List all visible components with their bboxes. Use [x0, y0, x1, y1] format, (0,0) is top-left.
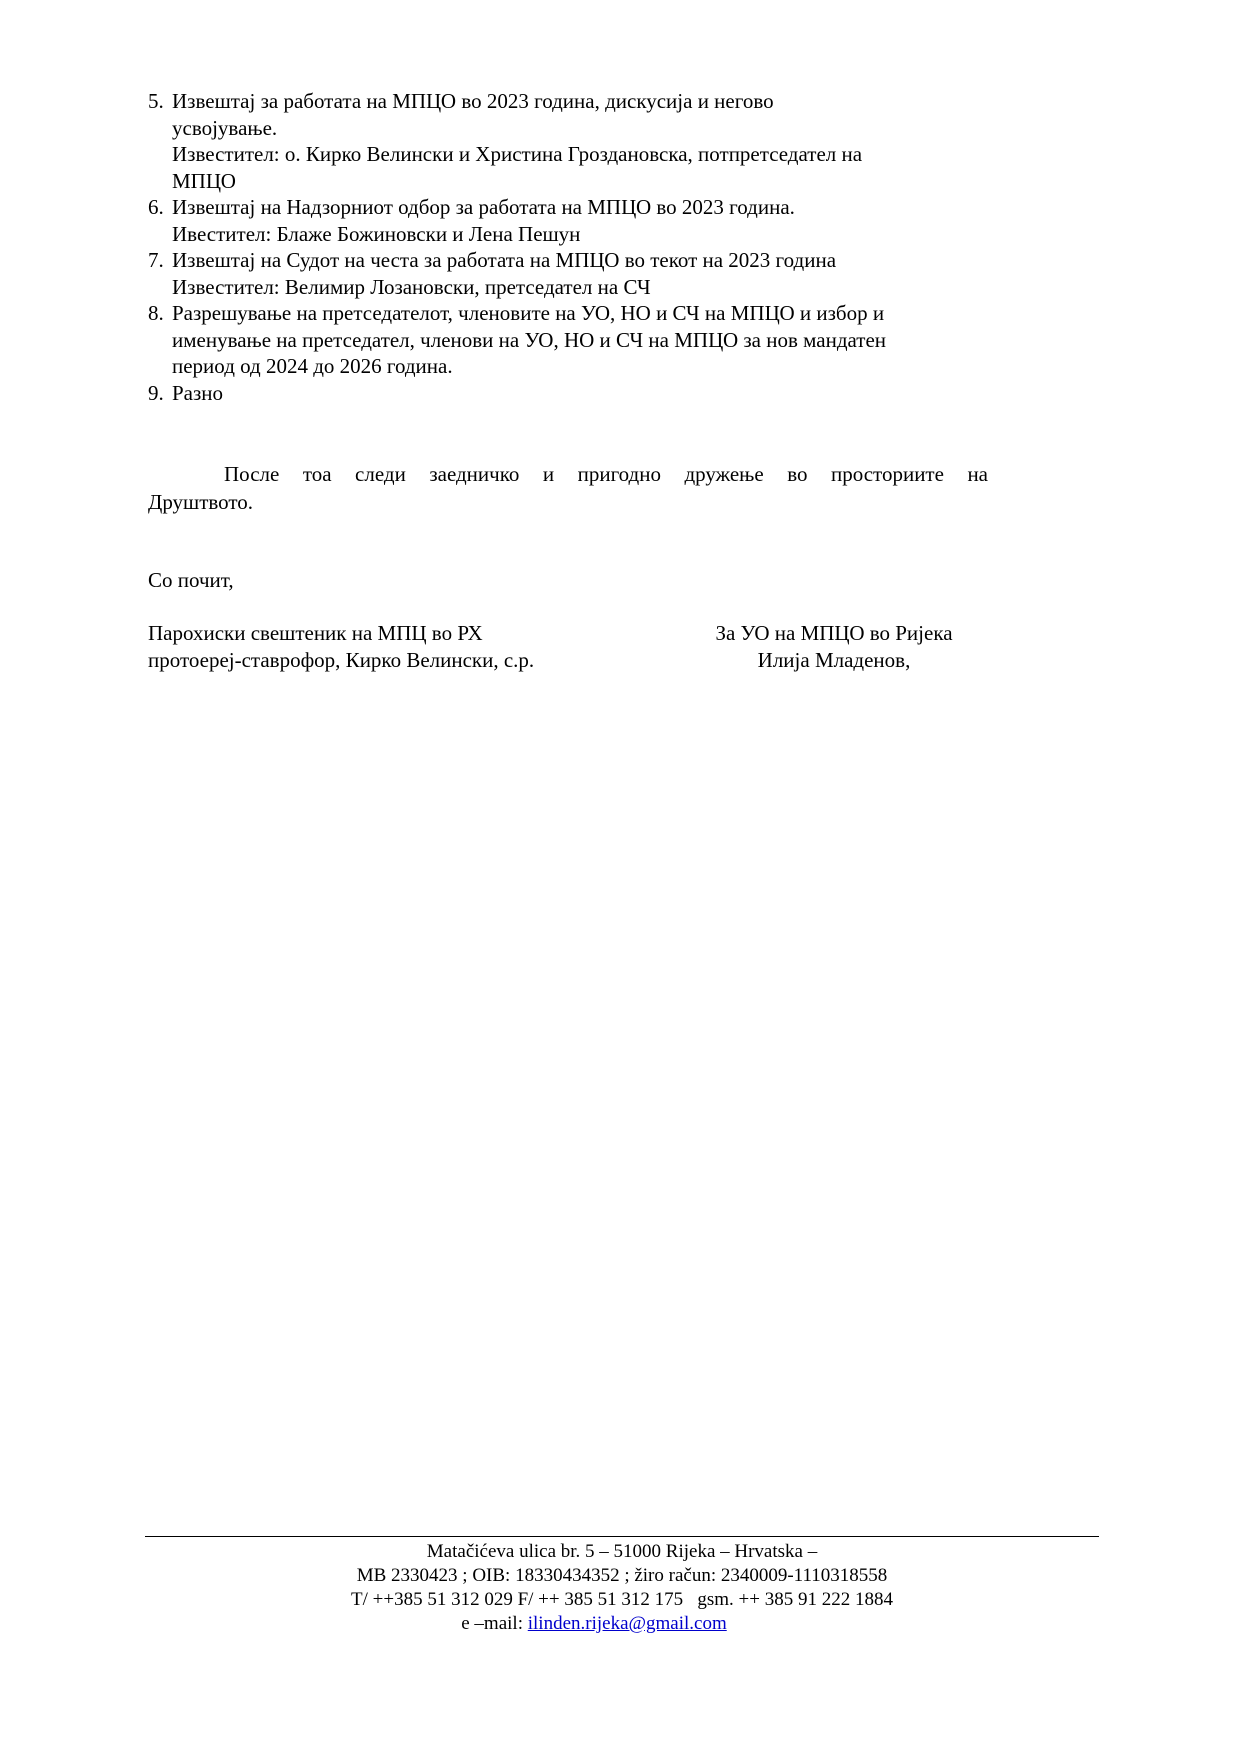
signature-left-title: Парохиски свештеник на МПЦ во РХ [148, 621, 483, 645]
agenda-item-number: 8. [148, 301, 164, 325]
agenda-item-number: 5. [148, 89, 164, 113]
agenda-item-6 [148, 194, 988, 247]
agenda-item-7 [148, 247, 988, 300]
agenda-item-8 [148, 300, 988, 380]
signature-left-name: протоереј-ставрофор, Кирко Велински, с.р. [148, 648, 535, 672]
agenda-item-text-line: Извештај на Надзорниот одбор за работата на МПЦО во 2023 година. [172, 195, 795, 219]
agenda-item-5 [148, 88, 988, 194]
footer [145, 1540, 1099, 1636]
agenda-item-text-line: период од 2024 до 2026 година. [172, 354, 453, 378]
signature-right-name: Илија Младенов, [757, 648, 911, 672]
agenda-item-text-line: Разно [172, 380, 224, 405]
agenda-item-text-line: Известител: о. Кирко Велински и Христина Гроздановска, потпретседател на [172, 142, 863, 166]
signature-left [148, 620, 534, 674]
agenda-item-number: 7. [148, 248, 164, 272]
footer-divider [145, 1536, 1099, 1537]
agenda-item-text-line: именување на претседател, членови на УО, НО и СЧ на МПЦО за нов мандатен [172, 327, 887, 352]
closing-paragraph-line: Друштвото. [148, 490, 254, 514]
agenda-item-number: 6. [148, 195, 164, 219]
agenda-item-text-line: Извештај за работата на МПЦО во 2023 година, дискусија и негово [172, 89, 774, 113]
agenda-list [148, 88, 988, 406]
agenda-item-text-line: Разрешување на претседателот, членовите на УО, НО и СЧ на МПЦО и избор и [172, 301, 885, 325]
regards-text: Со почит, [148, 568, 234, 592]
footer-registry: MB 2330423 ; OIB: 18330434352 ; žiro račun: 2340009-1110318558 [356, 1565, 888, 1586]
closing-paragraph [148, 460, 988, 516]
agenda-item-text-line: Извештај на Судот на честа за работата на МПЦО во текот на 2023 година [172, 248, 837, 272]
footer-email-line [145, 1612, 1099, 1636]
agenda-item-text-line: Известител: Велимир Лозановски, претседател на СЧ [172, 274, 651, 299]
agenda-item-number: 9. [148, 380, 164, 405]
closing-paragraph-line: После тоа следи заедничко и пригодно дружење во просториите на [224, 462, 988, 486]
footer-email-label: e –mail: [461, 1613, 528, 1634]
agenda-item-text-line: Ивеститeл: Блаже Божиновски и Лена Пешун [172, 221, 581, 246]
agenda-item-text-line: усвојување. [172, 115, 278, 140]
footer-phones: T/ ++385 51 312 029 F/ ++ 385 51 312 175 gsm. ++ 385 91 222 1884 [351, 1589, 893, 1610]
signature-right [700, 620, 968, 674]
footer-address: Matačićeva ulica br. 5 – 51000 Rijeka – Hrvatska – [426, 1541, 818, 1562]
agenda-item-text-line: МПЦО [172, 168, 236, 193]
agenda-item-9 [148, 380, 988, 407]
footer-email-link[interactable]: ilinden.rijeka@gmail.com [527, 1613, 727, 1634]
signature-right-title: За УО на МПЦО во Ријека [715, 621, 953, 645]
